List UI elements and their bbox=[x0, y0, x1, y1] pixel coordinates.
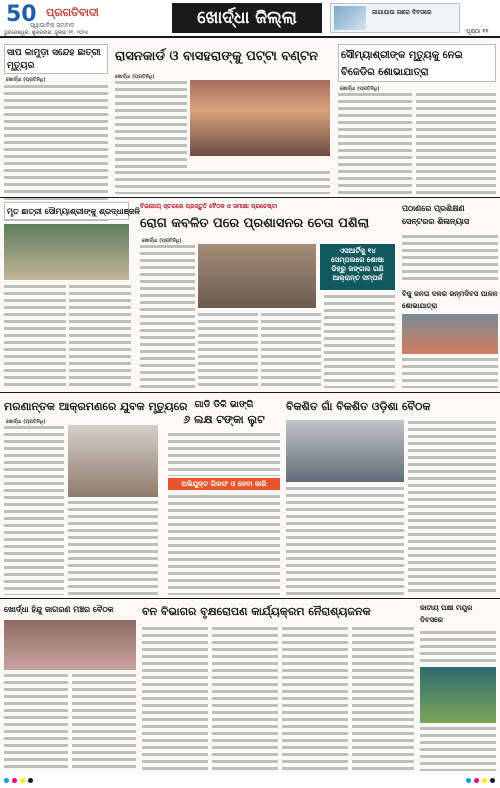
article-text bbox=[115, 80, 187, 168]
article-text bbox=[282, 626, 348, 771]
article-text bbox=[168, 432, 280, 476]
article-text bbox=[140, 244, 195, 388]
article-text bbox=[416, 92, 496, 194]
registration-chip-icon bbox=[28, 778, 33, 783]
article-text bbox=[261, 312, 321, 388]
article-text bbox=[402, 234, 498, 284]
story-headline: ବନ ବିଭାଗର ବୃକ୍ଷରୋପଣ କାର୍ଯ୍ୟକ୍ରମ ନୈରାଶ୍ୟଜନକ bbox=[142, 605, 371, 618]
article-text bbox=[4, 284, 66, 388]
article-text bbox=[324, 294, 395, 388]
dateline: ଭୁବନେଶ୍ୱର, ଶୁକ୍ରବାର, ଜୁଲାଇ ୧୧, ୨୦୨୫ bbox=[4, 30, 89, 36]
article-text bbox=[72, 673, 136, 771]
byline: ଖୋର୍ଦ୍ଧା (ପ୍ରତିନିଧି) bbox=[6, 419, 46, 425]
byline: ଖୋର୍ଦ୍ଧା (ପ୍ରତିନିଧି) bbox=[142, 238, 182, 244]
photo-tribute bbox=[4, 224, 129, 280]
article-text bbox=[420, 630, 496, 664]
logo-number: 50 bbox=[6, 2, 37, 27]
callout-box: ଏସଆର୍ଟିକୁ ୧୪ ସେମ୍ପଲରେ ଶୋଷା ଡିହ୍ରୁ ଜଙ୍ଗଲ ଗଣି ଆକ୍ରାନ୍ତ ସମ୍ପର୍କ bbox=[320, 244, 395, 290]
highlight-badge: ଅଭିଯୁକ୍ତ ଗିରଫ ଓ ନେବା ଜାରି bbox=[168, 478, 280, 490]
article-text bbox=[168, 494, 280, 595]
photo-event bbox=[190, 80, 330, 156]
byline: ଖୋର୍ଦ୍ଧା (ପ୍ରତିନିଧି) bbox=[340, 86, 380, 92]
story-headline: ରୋଗ କବଳିତ ପରେ ପ୍ରଶାସନର ଚେତା ପଶିଲା bbox=[140, 216, 370, 231]
logo-name: ପ୍ରଗତିବାଦୀ bbox=[46, 6, 99, 19]
photo-meeting-hall bbox=[286, 420, 404, 482]
article-text bbox=[402, 357, 498, 388]
registration-chip-icon bbox=[20, 778, 25, 783]
article-text bbox=[198, 312, 258, 388]
registration-chip-icon bbox=[12, 778, 17, 783]
story-headline: ଖୋର୍ଦ୍ଧା ହିନ୍ଦୁ ଜାଗରଣ ମଞ୍ଚର ବୈଠକ bbox=[4, 605, 114, 614]
story-headline: ବିଜୁ ଜନତା ଦଳର ଜନ୍ମଦିବସ ପାଳନ ଶୋଭାଯାତ୍ରା bbox=[402, 290, 498, 310]
print-footer bbox=[0, 774, 500, 788]
story-headline: ମୃତ ଛାତ୍ରୀ ସୌମ୍ୟାଶ୍ରୀଙ୍କୁ ଶ୍ରଦ୍ଧାଞ୍ଜଳି bbox=[4, 202, 129, 220]
divider bbox=[0, 598, 500, 599]
registration-chip-icon bbox=[4, 778, 9, 783]
article-text bbox=[4, 425, 64, 595]
ad-image bbox=[334, 6, 366, 30]
logo-tagline: ସ୍ୱାଭାବିକ ସମ୍ବାଦ bbox=[30, 22, 75, 29]
byline: ଖୋର୍ଦ୍ଧା (ପ୍ରତିନିଧି) bbox=[6, 77, 46, 83]
photo-gathering bbox=[4, 620, 136, 670]
registration-chip-icon bbox=[482, 778, 487, 783]
page-number: ପୃଷ୍ଠା ୧୧ bbox=[466, 28, 489, 35]
article-text bbox=[286, 486, 404, 595]
photo-injury bbox=[68, 425, 158, 497]
registration-chip-icon bbox=[490, 778, 495, 783]
photo-meeting bbox=[198, 244, 316, 308]
divider bbox=[0, 392, 500, 393]
article-text bbox=[338, 92, 412, 194]
story-headline-line2: ୬ ଲକ୍ଷ ଟଙ୍କା ଲୁଟ bbox=[183, 413, 265, 426]
article-text bbox=[142, 626, 208, 771]
byline: ଖୋର୍ଦ୍ଧା (ପ୍ରତିନିଧି) bbox=[115, 74, 155, 80]
story-headline: ଗାଡି ଡିକି ଭାଙ୍ଗି bbox=[194, 400, 254, 410]
ad-text: ଜାଗାଯାଉ ଗଛର ଦିବସରେ bbox=[372, 9, 432, 16]
section-title: ଖୋର୍ଦ୍ଧା ଜିଲ୍ଲା bbox=[172, 3, 322, 33]
article-text bbox=[68, 500, 158, 595]
story-kicker: ବିଭାଗୀୟ ସ୍ତରରେ ପ୍ରସ୍ତୁତି ବୈଠକ ଓ ସମୀକ୍ଷା ପ୍ରଚେଷ୍ଟା bbox=[140, 203, 278, 210]
photo-rally bbox=[402, 314, 498, 354]
story-headline: ସାପ କାମୁଡ଼ା ସନ୍ଦେହ ଛାତ୍ରୀ ମୃତ୍ୟୁର bbox=[4, 44, 108, 74]
story-headline: ବିକଶିତ ଗାଁ ବିକଶିତ ଓଡ଼ିଶା ବୈଠକ bbox=[286, 400, 431, 413]
photo-peacock bbox=[420, 667, 496, 723]
article-text bbox=[115, 170, 330, 194]
story-headline: ରାସନକାର୍ଡ ଓ ବାସହରାଙ୍କୁ ପଟ୍ଟା ବଣ୍ଟନ bbox=[115, 49, 318, 64]
article-text bbox=[420, 726, 496, 771]
article-text bbox=[352, 626, 414, 771]
registration-chip-icon bbox=[466, 778, 471, 783]
article-text bbox=[212, 626, 278, 771]
story-headline: ସୌମ୍ୟାଶ୍ରୀଙ୍କ ମୃତ୍ୟୁକୁ ନେଇ ବିଜେଡିର ଶୋଭାଯାତ୍ରା bbox=[338, 44, 496, 82]
registration-chip-icon bbox=[474, 778, 479, 783]
article-text bbox=[4, 673, 68, 771]
story-headline: ଜାତୀୟ ପକ୍ଷୀ ମୟୂର ଦିବସରେ bbox=[420, 604, 473, 624]
divider bbox=[0, 197, 500, 198]
story-headline: ପଠାଣରେ ପ୍ରଶିକ୍ଷଣ ସେନ୍ଟରର ଶିଳାନ୍ୟାସ bbox=[402, 204, 470, 226]
article-text bbox=[69, 284, 131, 388]
article-text bbox=[408, 420, 496, 595]
story-headline: ମରଣାନ୍ତକ ଆକ୍ରମଣରେ ଯୁବକ ମୃତ୍ୟୁରେ bbox=[4, 400, 188, 413]
